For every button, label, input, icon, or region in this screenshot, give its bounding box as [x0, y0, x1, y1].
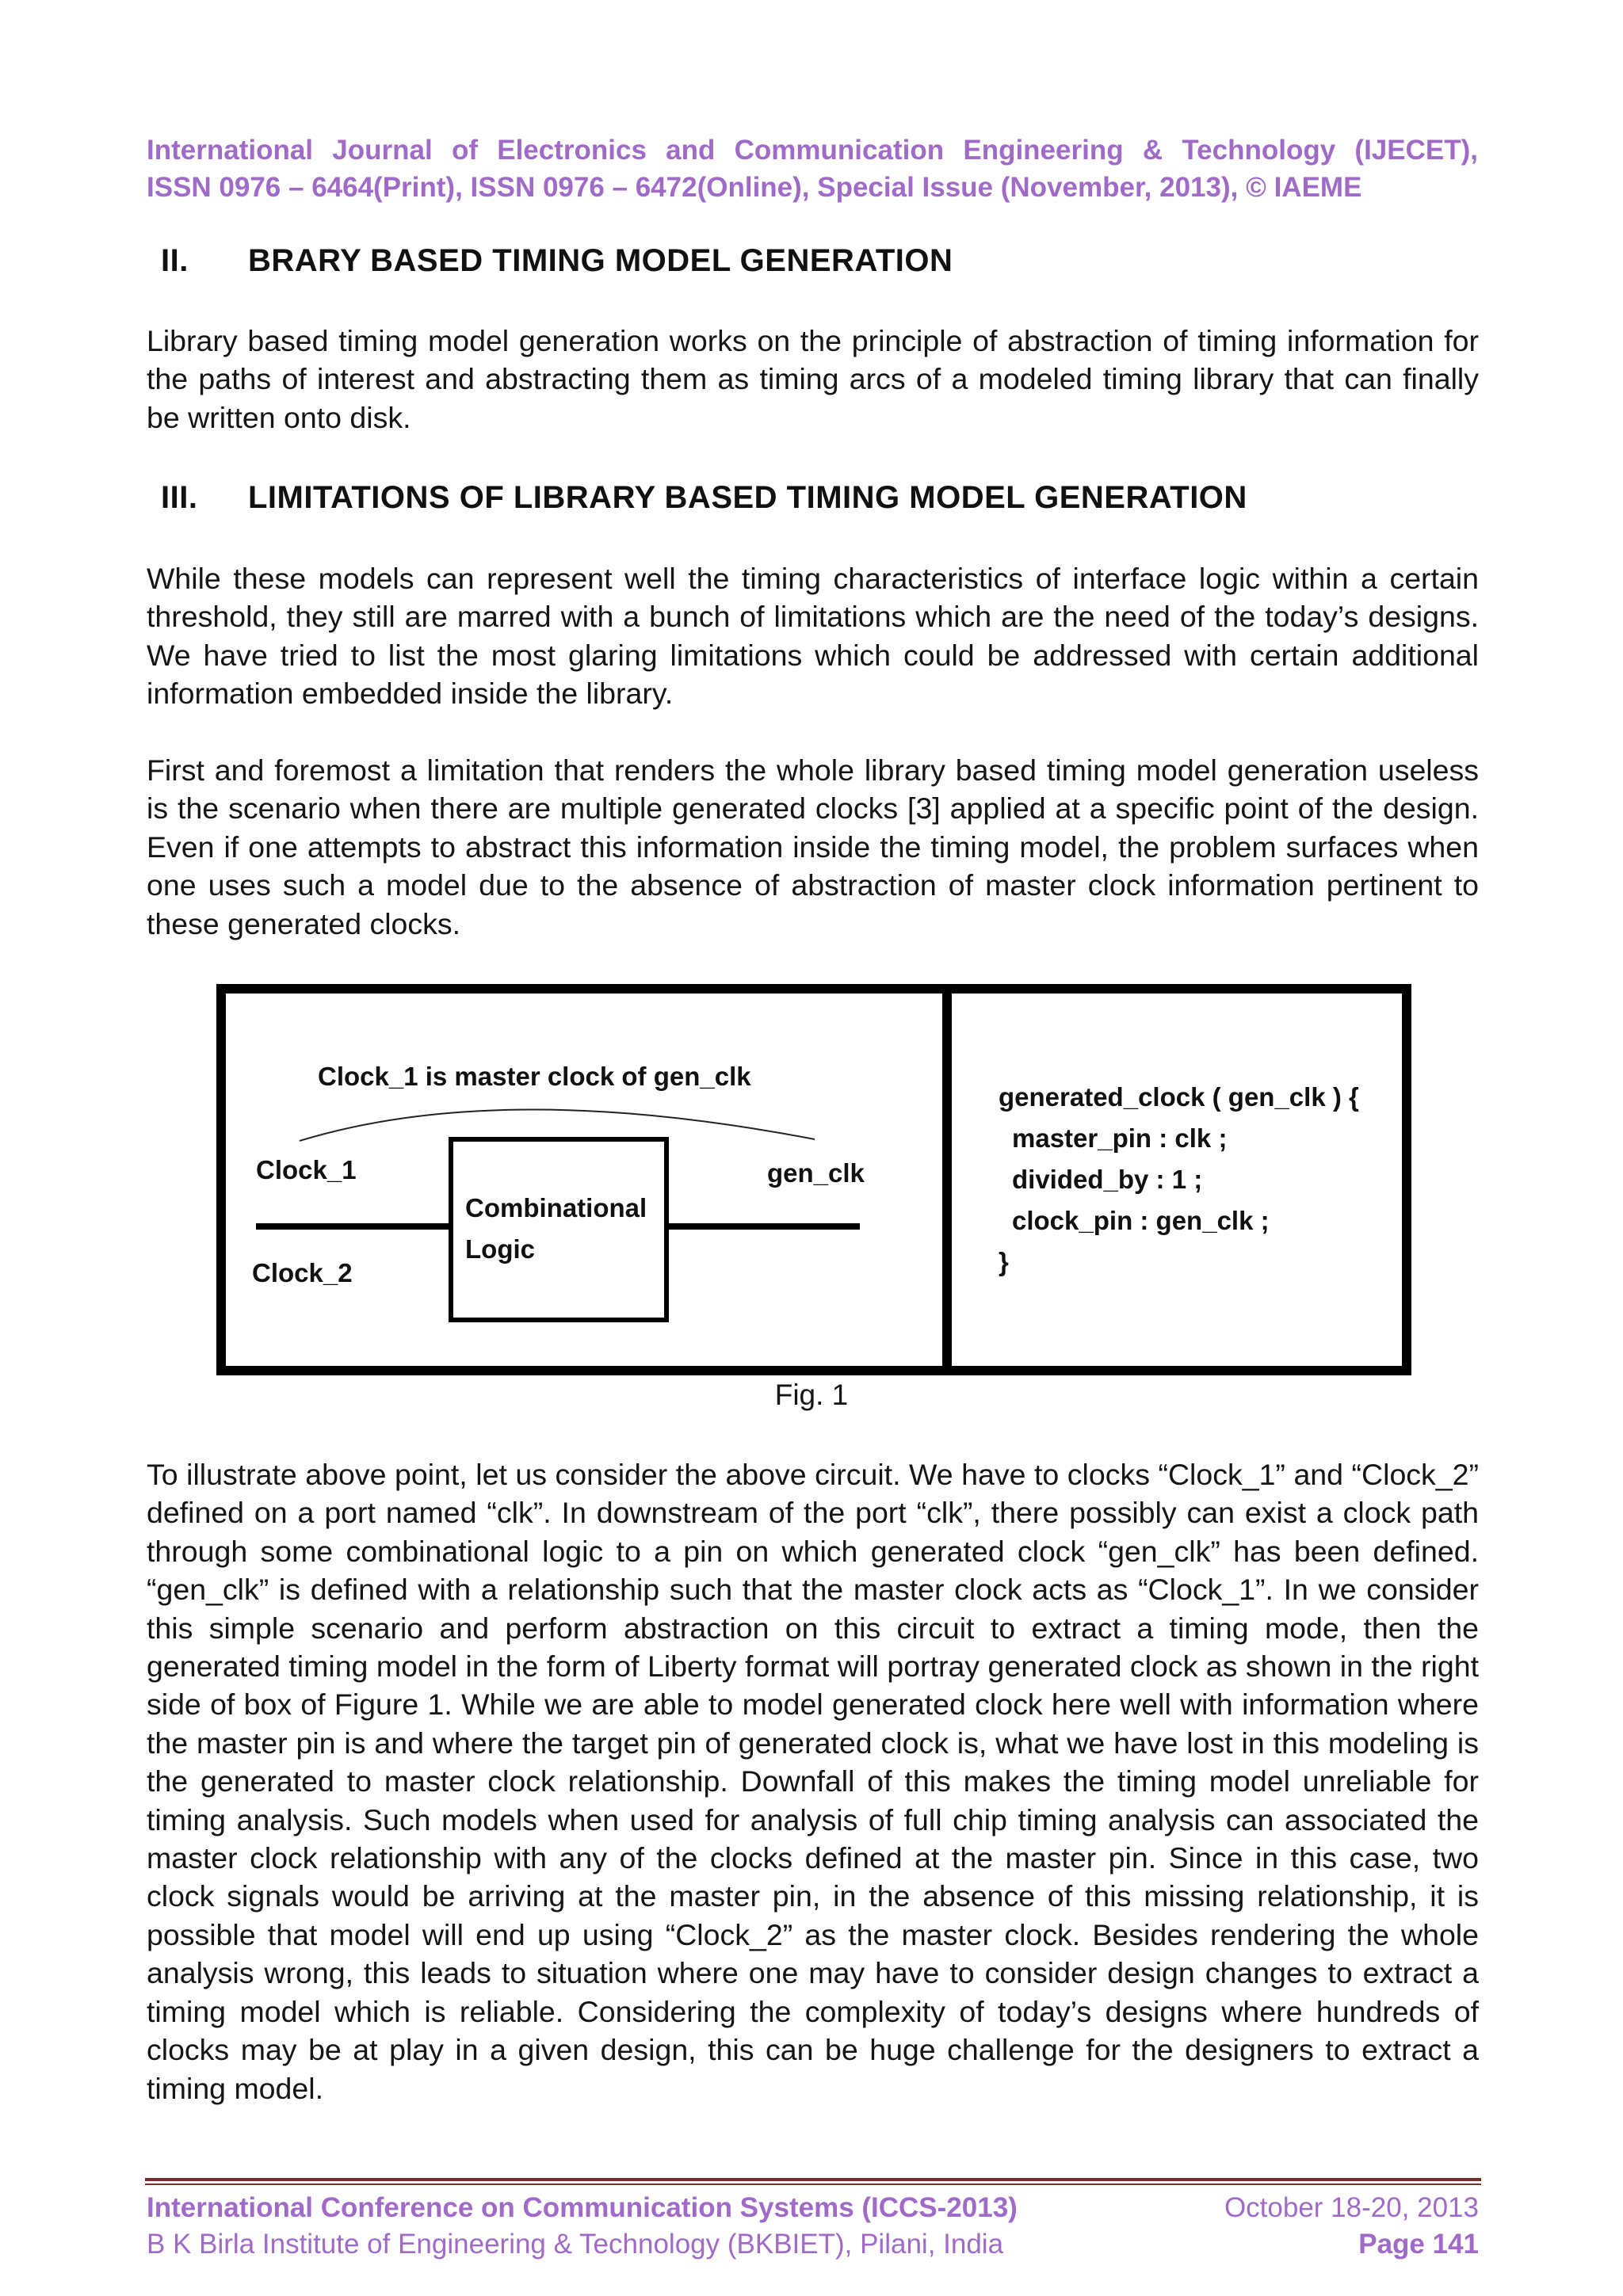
code-line: master_pin : clk ;: [1012, 1123, 1228, 1153]
footer-dates: October 18-20, 2013: [1224, 2192, 1479, 2223]
section-number: II.: [161, 243, 189, 278]
footer-rule-thin: [145, 2183, 1481, 2185]
combinational-logic-block: [451, 1139, 666, 1320]
paragraph-4: To illustrate above point, let us consider the above circuit. We have to clocks “Clock_1” and “Clock_2” defined on a port named “clk”. In downstream of the port “clk”, there possibly can exist a clock path through some combinational logic to a pin on which generated clock “gen_clk” has been defined. “gen_clk” is defined with a relationship such that the master clock acts as “Clock_1”. In we consider this simple scenario and perform abstraction on this circuit to extract a timing mode, then the generated timing model in the form of Liberty format will portray generated clock as shown in the right side of box of Figure 1. While we are able to model generated clock here well with information where the master pin is and where the target pin of generated clock is, what we have lost in this modeling is the generated to master clock relationship. Downfall of this makes the timing model unreliable for timing analysis. Such models when used for analysis of full chip timing analysis can associated the master clock relationship with any of the clocks defined at the master pin. Since in this case, two clock signals would be arriving at the master pin, in the absence of this missing relationship, it is possible that model will end up using “Clock_2” as the master clock. Besides rendering the whole analysis wrong, this leads to situation where one may have to consider design changes to extract a timing model which is reliable. Considering the complexity of today’s designs where hundreds of clocks may be at play in a given design, this can be huge challenge for the designers to extract a timing model.: [147, 1458, 1479, 2105]
block-label-line-2: Logic: [465, 1234, 535, 1264]
header-journal-line: International Journal of Electronics and Communication Engineering & Technology (IJECET),: [147, 135, 1478, 166]
section-number: III.: [161, 480, 198, 515]
code-line: generated_clock ( gen_clk ) {: [999, 1082, 1359, 1112]
footer-rule: [145, 2178, 1481, 2181]
footer-left: [147, 2190, 1018, 2263]
figure-1-diagram: [216, 984, 1411, 1375]
figure-1: [216, 984, 1411, 1375]
footer-conference: International Conference on Communication Systems (ICCS-2013): [147, 2192, 1018, 2223]
block-label-line-1: Combinational: [465, 1193, 647, 1222]
footer-right: [1224, 2190, 1479, 2263]
clock-2-label: Clock_2: [252, 1258, 353, 1287]
code-line: }: [999, 1247, 1009, 1276]
arc-label: Clock_1 is master clock of gen_clk: [318, 1062, 751, 1091]
clock-1-label: Clock_1: [256, 1155, 357, 1184]
section-title: BRARY BASED TIMING MODEL GENERATION: [248, 243, 953, 278]
paragraph-3: First and foremost a limitation that renders the whole library based timing model generation useless is the scenario when there are multiple generated clocks [3] applied at a specific point of the design. Even if one attempts to abstract this information inside the timing model, the problem surfaces when one uses such a model due to the absence of abstraction of master clock information pertinent to these generated clocks.: [147, 753, 1479, 940]
footer-institute: B K Birla Institute of Engineering & Technology (BKBIET), Pilani, India: [147, 2229, 1004, 2260]
gen-clk-label: gen_clk: [767, 1158, 865, 1188]
paragraph-1: Library based timing model generation works on the principle of abstraction of timing information for the paths of interest and abstracting them as timing arcs of a modeled timing library that can finally be written onto disk.: [147, 324, 1479, 434]
header-issn-line: ISSN 0976 – 6464(Print), ISSN 0976 – 6472(Online), Special Issue (November, 2013), © IAEME: [147, 172, 1362, 203]
section-heading-iii: [161, 480, 1247, 516]
section-title: LIMITATIONS OF LIBRARY BASED TIMING MODEL GENERATION: [248, 480, 1247, 515]
running-header: [147, 132, 1478, 206]
code-line: clock_pin : gen_clk ;: [1012, 1206, 1270, 1235]
paragraph-2: While these models can represent well the timing characteristics of interface logic within a certain threshold, they still are marred with a bunch of limitations which are the need of the today’s designs. We have tried to list the most glaring limitations which could be addressed with certain additional information embedded inside the library.: [147, 562, 1479, 711]
section-heading-ii: [161, 243, 953, 279]
code-line: divided_by : 1 ;: [1012, 1165, 1203, 1194]
figure-caption: Fig. 1: [774, 1379, 849, 1411]
page-number: Page 141: [1358, 2229, 1479, 2260]
